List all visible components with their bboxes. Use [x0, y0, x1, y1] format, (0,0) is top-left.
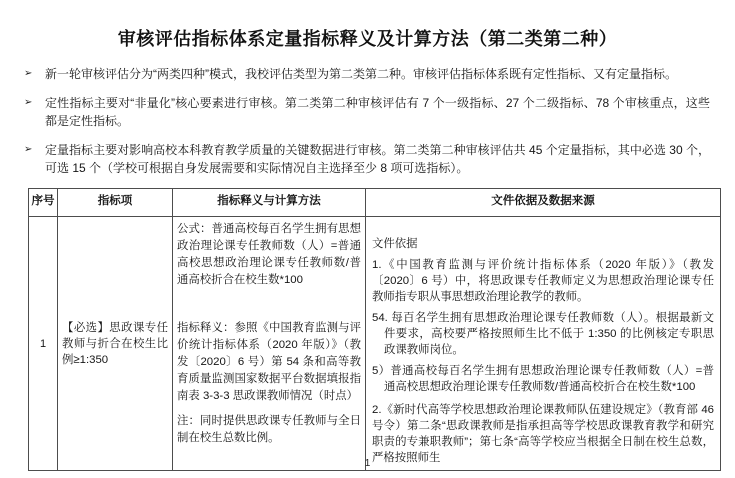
column-header-indicator: 指标项	[58, 189, 173, 217]
page-number: 1	[364, 458, 371, 469]
source-paragraph: 5）普通高校每百名学生拥有思想政治理论课专任教师数（人）=普通高校思想政治理论课专任教师数/普通高校折合在校生数*100	[372, 365, 714, 393]
arrow-bullet-icon: ➢	[24, 144, 33, 155]
explanation-note: 注：同时提供思政课专任教师与全日制在校生总数比例。	[177, 415, 361, 444]
arrow-bullet-icon: ➢	[24, 68, 33, 79]
source-paragraph: 2.《新时代高等学校思想政治理论课教师队伍建设规定》（教育部 46 号令）第二条“思政课教师是指承担高等学校思政课教育教学和研究职责的专兼职教师”；第七条“高等学校应当根据全日制在校生总数，严格按照师生	[372, 404, 714, 464]
source-paragraph: 54. 每百名学生拥有思想政治理论课专任教师数（人）。根据最新文件要求，高校要严格按照师生比不低于 1:350 的比例核定专职思政课教师岗位。	[372, 312, 714, 356]
table-row	[29, 217, 721, 471]
summary-bullets	[24, 65, 711, 177]
document-title: 审核评估指标体系定量指标释义及计算方法（第二类第二种）	[117, 29, 618, 49]
bullet-text: 定量指标主要对影响高校本科教育教学质量的关键数据进行审核。第二类第二种审核评估共 45 个定量指标，其中必选 30 个，可选 15 个（学校可根据自身发展需要和实际情况自主选择至少 8 项可选指标）。	[45, 143, 710, 175]
bullet-item	[24, 65, 711, 83]
table-header-row	[29, 189, 721, 217]
explanation-definition: 指标释义：参照《中国教育监测与评价统计指标体系（2020 年版）》（教发〔2020〕6 号）第 54 条和高等教育质量监测国家数据平台数据填报指南表 3-3-3 思政课教师情况（时点）	[177, 322, 361, 402]
bullet-text: 新一轮审核评估分为“两类四种”模式，我校评估类型为第二类第二种。审核评估指标体系既有定性指标、又有定量指标。	[45, 67, 677, 81]
column-header-serial: 序号	[29, 189, 58, 217]
cell-indicator: 【必选】思政课专任教师与折合在校生比例≥1:350	[58, 217, 173, 471]
bullet-text: 定性指标主要对“非量化”核心要素进行审核。第二类第二种审核评估有 7 个一级指标、27 个二级指标、78 个审核重点，这些都是定性指标。	[45, 96, 710, 128]
column-header-source: 文件依据及数据来源	[366, 189, 721, 217]
cell-source	[366, 217, 721, 471]
bullet-item	[24, 94, 711, 130]
cell-serial: 1	[29, 217, 58, 471]
column-header-explanation: 指标释义与计算方法	[173, 189, 366, 217]
cell-explanation	[173, 217, 366, 471]
arrow-bullet-icon: ➢	[24, 97, 33, 108]
indicator-table	[28, 188, 721, 471]
bullet-item	[24, 141, 711, 177]
explanation-formula: 公式：普通高校每百名学生拥有思想政治理论课专任教师数（人）=普通高校思想政治理论课专任教师数/普通高校折合在校生数*100	[177, 223, 361, 286]
source-heading: 文件依据	[372, 238, 418, 250]
source-paragraph: 1.《中国教育监测与评价统计指标体系（2020 年版）》（教发〔2020〕6 号）中，将思政课专任教师定义为思想政治理论课专任教师指专职从事思想政治理论教学的教师。	[372, 259, 714, 303]
